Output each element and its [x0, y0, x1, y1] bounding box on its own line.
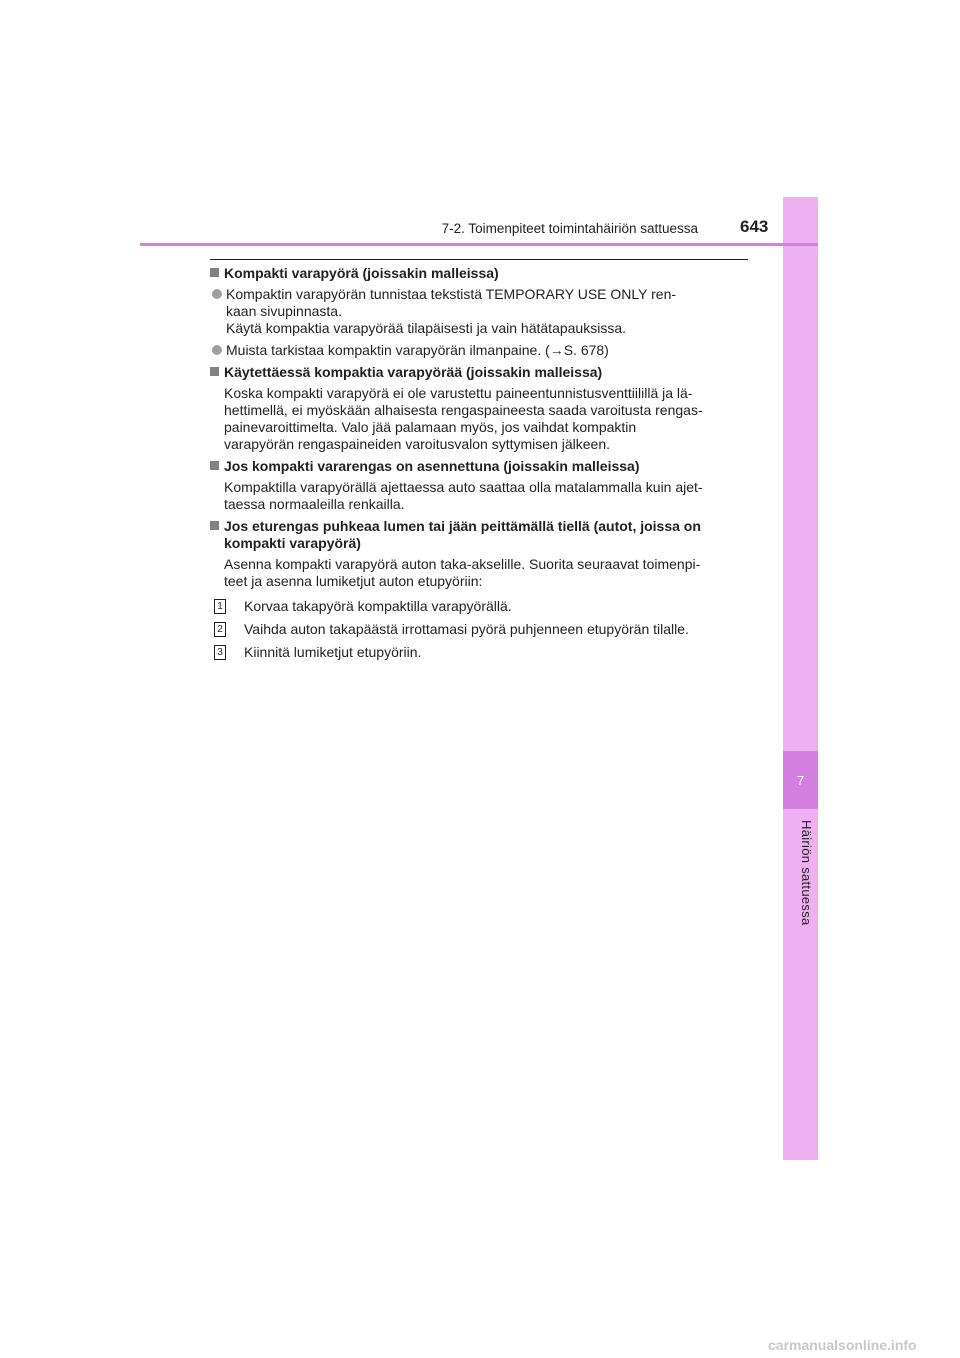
bullet-dot-icon	[212, 345, 222, 355]
paragraph	[210, 385, 748, 453]
bullet-item	[212, 286, 748, 337]
content-top-rule	[210, 259, 748, 260]
paragraph-line: painevaroittimelta. Valo jää palamaan myös, jos vaihdat kompaktin	[224, 419, 637, 435]
paragraph-line: Koska kompakti varapyörä ei ole varustettu paineentunnistusventtiilillä ja lä-	[224, 385, 693, 401]
paragraph-line: teet ja asenna lumiketjut auton etupyöriin:	[224, 573, 483, 589]
bullet-line: kaan sivupinnasta.	[226, 303, 342, 319]
step-number: 2	[214, 622, 226, 637]
chapter-number: 7	[796, 772, 805, 788]
paragraph	[210, 479, 748, 513]
header-rule	[140, 243, 818, 246]
page-number: 643	[740, 217, 769, 236]
footer-watermark: carmanualsonline.info	[768, 1337, 917, 1353]
paragraph-line: hettimellä, ei myöskään alhaisesta rengaspaineesta saada varoitusta rengas-	[224, 402, 703, 418]
bullet-dot-icon	[212, 289, 222, 299]
paragraph-line: varapyörän rengaspaineiden varoitusvalon syttymisen jälkeen.	[224, 436, 610, 452]
step-text: Vaihda auton takapäästä irrottamasi pyörä puhjenneen etupyörän tilalle.	[244, 621, 689, 637]
step-number: 3	[214, 645, 226, 660]
bullet-item	[212, 342, 748, 359]
section-heading	[210, 518, 748, 552]
chapter-title: Häiriön sattuessa	[799, 820, 814, 926]
bullet-line: Muista tarkistaa kompaktin varapyörän ilmanpaine. (→S. 678)	[226, 342, 609, 358]
step-number: 1	[214, 599, 226, 614]
paragraph	[210, 556, 748, 590]
heading-text: kompakti varapyörä)	[224, 535, 361, 551]
heading-text: Käytettäessä kompaktia varapyörää (joissakin malleissa)	[224, 364, 603, 380]
chapter-number-tab[interactable]	[783, 751, 818, 809]
step-item	[214, 598, 748, 615]
heading-square-icon	[210, 367, 219, 376]
paragraph-line: taessa normaaleilla renkailla.	[224, 496, 405, 512]
section-heading	[210, 265, 748, 282]
section-heading	[210, 458, 748, 475]
page-content	[210, 265, 748, 667]
section-title: 7-2. Toimenpiteet toimintahäiriön sattuessa	[441, 221, 698, 236]
heading-square-icon	[210, 521, 219, 530]
chapter-sidebar	[783, 197, 818, 1160]
step-item	[214, 621, 748, 638]
step-item	[214, 644, 748, 661]
heading-text: Kompakti varapyörä (joissakin malleissa)	[224, 265, 499, 281]
heading-text: Jos kompakti vararengas on asennettuna (joissakin malleissa)	[224, 458, 640, 474]
bullet-line: Käytä kompaktia varapyörää tilapäisesti ja vain hätätapauksissa.	[226, 320, 626, 336]
heading-square-icon	[210, 461, 219, 470]
paragraph-line: Kompaktilla varapyörällä ajettaessa auto saattaa olla matalammalla kuin ajet-	[224, 479, 703, 495]
step-text: Korvaa takapyörä kompaktilla varapyörällä.	[244, 598, 512, 614]
heading-text: Jos eturengas puhkeaa lumen tai jään peittämällä tiellä (autot, joissa on	[224, 518, 701, 534]
section-heading	[210, 364, 748, 381]
paragraph-line: Asenna kompakti varapyörä auton taka-akselille. Suorita seuraavat toimenpi-	[224, 556, 701, 572]
heading-square-icon	[210, 268, 219, 277]
step-text: Kiinnitä lumiketjut etupyöriin.	[244, 644, 422, 660]
bullet-line: Kompaktin varapyörän tunnistaa tekstistä TEMPORARY USE ONLY ren-	[226, 286, 677, 302]
